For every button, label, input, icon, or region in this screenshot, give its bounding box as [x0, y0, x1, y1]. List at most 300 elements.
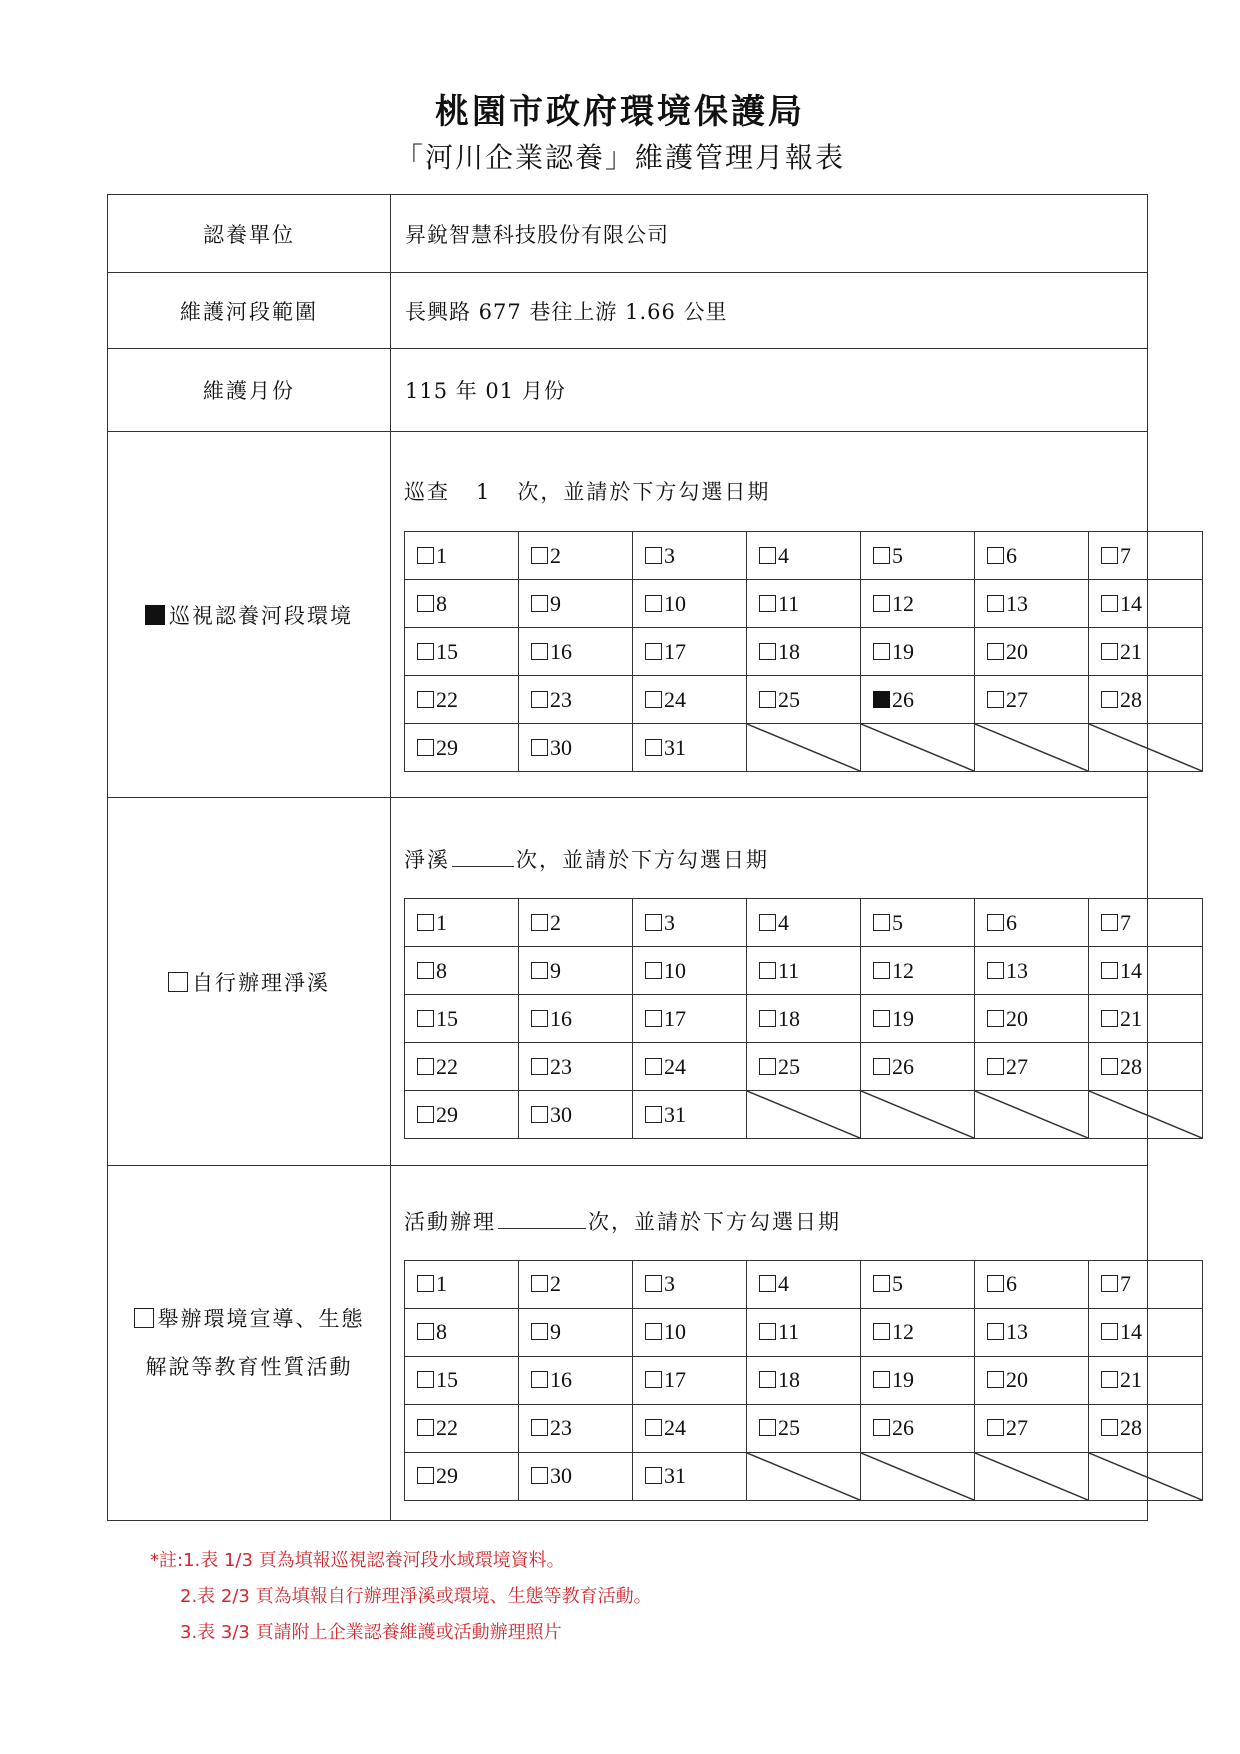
date-number: 8 — [436, 590, 447, 616]
date-number: 26 — [892, 1053, 914, 1079]
date-number: 24 — [664, 1053, 686, 1079]
date-checkbox[interactable] — [987, 547, 1004, 564]
date-number: 29 — [436, 1463, 458, 1488]
section-label-line — [108, 967, 390, 997]
date-cell[interactable] — [633, 947, 747, 995]
month-label: 維護月份 — [108, 349, 391, 432]
date-cell[interactable] — [405, 628, 519, 676]
date-checkbox[interactable] — [759, 962, 776, 979]
date-cell[interactable] — [405, 995, 519, 1043]
date-cell[interactable] — [405, 676, 519, 724]
date-checkbox[interactable] — [759, 1010, 776, 1027]
date-checkbox[interactable] — [417, 914, 434, 931]
date-cell[interactable] — [1089, 1356, 1203, 1404]
date-checkbox[interactable] — [873, 1323, 890, 1340]
date-grid — [404, 898, 1203, 1139]
heading-suffix: 次，並請於下方勾選日期 — [516, 848, 769, 872]
date-cell[interactable] — [1089, 899, 1203, 947]
date-number: 15 — [436, 1005, 458, 1031]
date-checkbox[interactable] — [645, 1275, 662, 1292]
date-checkbox[interactable] — [417, 691, 434, 708]
date-number: 20 — [1006, 1005, 1028, 1031]
date-cell[interactable] — [633, 628, 747, 676]
date-checkbox[interactable] — [645, 547, 662, 564]
empty-cell — [861, 724, 975, 772]
date-cell[interactable] — [519, 580, 633, 628]
empty-cell — [975, 1091, 1089, 1139]
education-section-body — [391, 1166, 1148, 1521]
date-checkbox[interactable] — [417, 1419, 434, 1436]
date-cell[interactable] — [975, 676, 1089, 724]
date-checkbox[interactable] — [417, 1467, 434, 1484]
date-cell[interactable] — [519, 1452, 633, 1500]
date-cell[interactable] — [519, 1260, 633, 1308]
date-checkbox[interactable] — [417, 1058, 434, 1075]
heading-suffix: 次，並請於下方勾選日期 — [588, 1209, 841, 1234]
date-checkbox[interactable] — [1101, 643, 1118, 660]
date-cell[interactable] — [861, 1260, 975, 1308]
date-cell[interactable] — [1089, 580, 1203, 628]
date-cell[interactable] — [747, 580, 861, 628]
date-cell[interactable] — [861, 580, 975, 628]
section-heading — [404, 1202, 1121, 1240]
report-table — [107, 194, 1148, 1521]
diagonal-strike — [747, 724, 860, 771]
date-checkbox[interactable] — [645, 739, 662, 756]
date-cell[interactable] — [747, 628, 861, 676]
empty-cell — [975, 1452, 1089, 1500]
date-cell[interactable] — [633, 1043, 747, 1091]
date-number: 5 — [892, 909, 903, 935]
date-cell[interactable] — [861, 676, 975, 724]
cleanup-section-body — [391, 798, 1148, 1166]
date-number: 4 — [778, 909, 789, 935]
date-cell[interactable] — [405, 580, 519, 628]
date-number: 10 — [664, 590, 686, 616]
date-cell[interactable] — [975, 899, 1089, 947]
date-number: 21 — [1120, 638, 1142, 664]
date-cell[interactable] — [519, 628, 633, 676]
diagonal-strike — [975, 1091, 1088, 1138]
date-cell[interactable] — [861, 1043, 975, 1091]
date-number: 7 — [1120, 909, 1131, 935]
date-checkbox[interactable] — [531, 962, 548, 979]
date-checkbox[interactable] — [759, 1275, 776, 1292]
date-checkbox[interactable] — [987, 1010, 1004, 1027]
date-checkbox[interactable] — [1101, 962, 1118, 979]
date-cell[interactable] — [975, 1043, 1089, 1091]
date-checkbox[interactable] — [873, 1010, 890, 1027]
patrol-section-label — [108, 432, 391, 798]
date-cell[interactable] — [405, 947, 519, 995]
date-cell[interactable] — [747, 676, 861, 724]
date-checkbox[interactable] — [645, 1010, 662, 1027]
date-cell[interactable] — [519, 1308, 633, 1356]
date-checkbox[interactable] — [531, 1106, 548, 1123]
date-checkbox[interactable] — [873, 595, 890, 612]
date-number: 27 — [1006, 1415, 1028, 1440]
date-cell[interactable] — [405, 1260, 519, 1308]
date-number: 22 — [436, 1053, 458, 1079]
date-checkbox[interactable] — [531, 914, 548, 931]
empty-cell — [1089, 724, 1203, 772]
date-cell[interactable] — [519, 532, 633, 580]
date-cell[interactable] — [1089, 676, 1203, 724]
section-label-text: 舉辦環境宣導、生態 — [157, 1307, 365, 1331]
date-number: 14 — [1120, 957, 1142, 983]
date-cell[interactable] — [975, 995, 1089, 1043]
date-checkbox[interactable] — [645, 1323, 662, 1340]
unit-label: 認養單位 — [108, 195, 391, 273]
date-cell[interactable] — [861, 947, 975, 995]
empty-cell — [975, 724, 1089, 772]
date-checkbox[interactable] — [1101, 1058, 1118, 1075]
date-cell[interactable] — [519, 899, 633, 947]
section-label-line — [108, 1295, 390, 1343]
date-checkbox[interactable] — [1101, 1275, 1118, 1292]
date-checkbox[interactable] — [759, 643, 776, 660]
date-number: 23 — [550, 1053, 572, 1079]
date-number: 5 — [892, 542, 903, 568]
date-checkbox[interactable] — [873, 1371, 890, 1388]
date-cell[interactable] — [519, 724, 633, 772]
date-checkbox[interactable] — [417, 547, 434, 564]
date-cell[interactable] — [975, 628, 1089, 676]
diagonal-strike — [861, 1091, 974, 1138]
date-number: 28 — [1120, 686, 1142, 712]
date-cell[interactable] — [1089, 1043, 1203, 1091]
date-number: 11 — [778, 1319, 800, 1344]
date-cell[interactable] — [633, 1452, 747, 1500]
date-cell[interactable] — [519, 947, 633, 995]
date-number: 29 — [436, 734, 458, 760]
date-number: 22 — [436, 1415, 458, 1440]
empty-cell — [747, 1091, 861, 1139]
count-blank[interactable] — [452, 840, 514, 867]
date-cell[interactable] — [747, 995, 861, 1043]
date-cell[interactable] — [975, 532, 1089, 580]
date-number: 21 — [1120, 1367, 1142, 1392]
month-value: 115 年 01 月份 — [391, 349, 1148, 432]
count-blank[interactable] — [498, 1202, 586, 1229]
date-checkbox[interactable] — [1101, 691, 1118, 708]
diagonal-strike — [1089, 724, 1202, 771]
date-cell[interactable] — [405, 724, 519, 772]
date-number: 23 — [550, 1415, 572, 1440]
date-checkbox[interactable] — [759, 1419, 776, 1436]
date-checkbox[interactable] — [873, 1419, 890, 1436]
date-checkbox[interactable] — [645, 1419, 662, 1436]
date-checkbox[interactable] — [987, 1058, 1004, 1075]
date-cell[interactable] — [861, 995, 975, 1043]
date-number: 7 — [1120, 1271, 1131, 1296]
section-label-line — [108, 1343, 390, 1391]
date-checkbox[interactable] — [645, 962, 662, 979]
date-checkbox[interactable] — [417, 595, 434, 612]
empty-cell — [747, 1452, 861, 1500]
date-checkbox[interactable] — [645, 595, 662, 612]
date-checkbox[interactable] — [531, 1010, 548, 1027]
date-checkbox[interactable] — [1101, 1323, 1118, 1340]
date-cell[interactable] — [633, 1356, 747, 1404]
date-checkbox[interactable] — [873, 914, 890, 931]
date-checkbox[interactable] — [531, 1275, 548, 1292]
date-checkbox[interactable] — [1101, 914, 1118, 931]
date-cell[interactable] — [405, 1308, 519, 1356]
cleanup-section-label — [108, 798, 391, 1166]
date-cell[interactable] — [861, 1308, 975, 1356]
date-cell[interactable] — [975, 947, 1089, 995]
date-cell[interactable] — [633, 1404, 747, 1452]
date-number: 10 — [664, 957, 686, 983]
date-cell[interactable] — [747, 532, 861, 580]
diagonal-strike — [747, 1453, 860, 1500]
date-checkbox[interactable] — [759, 1323, 776, 1340]
date-cell[interactable] — [405, 1091, 519, 1139]
date-cell[interactable] — [519, 676, 633, 724]
date-checkbox[interactable] — [531, 1371, 548, 1388]
date-checkbox[interactable] — [531, 1323, 548, 1340]
date-number: 12 — [892, 1319, 914, 1344]
diagonal-strike — [975, 1453, 1088, 1500]
date-cell[interactable] — [633, 899, 747, 947]
date-number: 13 — [1006, 590, 1028, 616]
date-cell[interactable] — [405, 1404, 519, 1452]
date-checkbox[interactable] — [759, 547, 776, 564]
date-cell[interactable] — [405, 899, 519, 947]
date-cell[interactable] — [633, 676, 747, 724]
date-cell[interactable] — [861, 532, 975, 580]
date-number: 19 — [892, 1367, 914, 1392]
diagonal-strike — [1089, 1453, 1202, 1500]
range-label: 維護河段範圍 — [108, 273, 391, 349]
date-checkbox[interactable] — [987, 1371, 1004, 1388]
date-cell[interactable] — [747, 1356, 861, 1404]
date-number: 12 — [892, 957, 914, 983]
date-cell[interactable] — [519, 1404, 633, 1452]
date-checkbox[interactable] — [645, 691, 662, 708]
date-number: 20 — [1006, 1367, 1028, 1392]
date-cell[interactable] — [633, 995, 747, 1043]
date-cell[interactable] — [747, 947, 861, 995]
date-checkbox[interactable] — [987, 914, 1004, 931]
section-checkbox[interactable] — [134, 1308, 154, 1328]
date-cell[interactable] — [861, 1356, 975, 1404]
section-label-text: 自行辦理淨溪 — [192, 970, 330, 995]
date-cell[interactable] — [747, 1308, 861, 1356]
date-checkbox[interactable] — [645, 914, 662, 931]
date-cell[interactable] — [519, 1356, 633, 1404]
date-cell[interactable] — [747, 1260, 861, 1308]
date-cell[interactable] — [633, 1260, 747, 1308]
date-number: 1 — [436, 909, 447, 935]
date-cell[interactable] — [633, 532, 747, 580]
date-cell[interactable] — [405, 532, 519, 580]
date-checkbox[interactable] — [531, 739, 548, 756]
date-checkbox[interactable] — [531, 595, 548, 612]
date-checkbox[interactable] — [759, 1058, 776, 1075]
date-number: 28 — [1120, 1053, 1142, 1079]
date-number: 8 — [436, 957, 447, 983]
date-cell[interactable] — [747, 1043, 861, 1091]
date-number: 15 — [436, 638, 458, 664]
date-cell[interactable] — [405, 1356, 519, 1404]
date-checkbox[interactable] — [759, 914, 776, 931]
empty-cell — [1089, 1091, 1203, 1139]
education-section-label — [108, 1166, 391, 1521]
date-checkbox[interactable] — [1101, 1371, 1118, 1388]
date-cell[interactable] — [861, 1404, 975, 1452]
date-checkbox[interactable] — [987, 595, 1004, 612]
date-number: 2 — [550, 909, 561, 935]
date-checkbox[interactable] — [531, 1467, 548, 1484]
date-cell[interactable] — [861, 628, 975, 676]
diagonal-strike — [1089, 1091, 1202, 1138]
date-checkbox[interactable] — [873, 643, 890, 660]
date-number: 18 — [778, 1005, 800, 1031]
date-checkbox[interactable] — [645, 1058, 662, 1075]
section-checkbox[interactable] — [168, 972, 188, 992]
section-heading — [404, 840, 1121, 878]
date-checkbox[interactable] — [531, 1058, 548, 1075]
date-number: 30 — [550, 734, 572, 760]
date-number: 19 — [892, 1005, 914, 1031]
date-checkbox[interactable] — [873, 691, 890, 708]
date-cell[interactable] — [633, 724, 747, 772]
date-number: 11 — [778, 957, 800, 983]
date-cell[interactable] — [519, 995, 633, 1043]
section-checkbox[interactable] — [145, 605, 165, 625]
date-checkbox[interactable] — [417, 1010, 434, 1027]
date-checkbox[interactable] — [1101, 595, 1118, 612]
date-number: 13 — [1006, 957, 1028, 983]
date-checkbox[interactable] — [1101, 1419, 1118, 1436]
date-cell[interactable] — [633, 1308, 747, 1356]
date-checkbox[interactable] — [417, 962, 434, 979]
date-cell[interactable] — [1089, 1308, 1203, 1356]
date-cell[interactable] — [1089, 532, 1203, 580]
date-number: 3 — [664, 1271, 675, 1296]
date-checkbox[interactable] — [987, 962, 1004, 979]
date-checkbox[interactable] — [531, 643, 548, 660]
date-cell[interactable] — [975, 1308, 1089, 1356]
date-checkbox[interactable] — [987, 1323, 1004, 1340]
date-cell[interactable] — [975, 580, 1089, 628]
date-cell[interactable] — [1089, 995, 1203, 1043]
date-checkbox[interactable] — [645, 1371, 662, 1388]
date-checkbox[interactable] — [417, 1371, 434, 1388]
unit-value: 昇銳智慧科技股份有限公司 — [391, 195, 1148, 273]
date-number: 16 — [550, 1005, 572, 1031]
date-checkbox[interactable] — [987, 691, 1004, 708]
date-cell[interactable] — [975, 1260, 1089, 1308]
date-cell[interactable] — [405, 1043, 519, 1091]
empty-cell — [1089, 1452, 1203, 1500]
date-number: 25 — [778, 1053, 800, 1079]
diagonal-strike — [975, 724, 1088, 771]
date-number: 9 — [550, 1319, 561, 1344]
note-line-3: 3.表 3/3 頁請附上企業認養維護或活動辦理照片 — [180, 1622, 562, 1643]
date-checkbox[interactable] — [759, 1371, 776, 1388]
date-number: 17 — [664, 1367, 686, 1392]
date-number: 3 — [664, 542, 675, 568]
date-checkbox[interactable] — [417, 1323, 434, 1340]
date-checkbox[interactable] — [531, 547, 548, 564]
date-cell[interactable] — [519, 1043, 633, 1091]
date-cell[interactable] — [1089, 947, 1203, 995]
date-number: 24 — [664, 686, 686, 712]
date-number: 16 — [550, 1367, 572, 1392]
date-number: 28 — [1120, 1415, 1142, 1440]
date-checkbox[interactable] — [987, 643, 1004, 660]
date-checkbox[interactable] — [987, 1275, 1004, 1292]
date-number: 10 — [664, 1319, 686, 1344]
date-number: 21 — [1120, 1005, 1142, 1031]
date-number: 2 — [550, 542, 561, 568]
date-number: 26 — [892, 1415, 914, 1440]
date-checkbox[interactable] — [873, 1058, 890, 1075]
date-number: 18 — [778, 1367, 800, 1392]
date-cell[interactable] — [1089, 1404, 1203, 1452]
date-checkbox[interactable] — [987, 1419, 1004, 1436]
date-checkbox[interactable] — [1101, 547, 1118, 564]
empty-cell — [747, 724, 861, 772]
date-checkbox[interactable] — [645, 1106, 662, 1123]
date-cell[interactable] — [861, 899, 975, 947]
date-number: 18 — [778, 638, 800, 664]
page-title: 桃園市政府環境保護局 — [435, 92, 805, 132]
date-checkbox[interactable] — [873, 962, 890, 979]
note-line-2: 2.表 2/3 頁為填報自行辦理淨溪或環境、生態等教育活動。 — [180, 1586, 652, 1607]
range-value: 長興路 677 巷往上游 1.66 公里 — [391, 273, 1148, 349]
date-checkbox[interactable] — [759, 595, 776, 612]
date-checkbox[interactable] — [873, 547, 890, 564]
date-cell[interactable] — [747, 899, 861, 947]
date-cell[interactable] — [633, 1091, 747, 1139]
date-checkbox[interactable] — [417, 739, 434, 756]
date-checkbox[interactable] — [531, 1419, 548, 1436]
date-checkbox[interactable] — [645, 643, 662, 660]
date-checkbox[interactable] — [531, 691, 548, 708]
date-cell[interactable] — [1089, 628, 1203, 676]
date-cell[interactable] — [633, 580, 747, 628]
diagonal-strike — [861, 1453, 974, 1500]
date-number: 31 — [664, 1463, 686, 1488]
date-checkbox[interactable] — [645, 1467, 662, 1484]
date-cell[interactable] — [405, 1452, 519, 1500]
notes — [150, 1543, 652, 1651]
heading-prefix: 淨溪 — [404, 848, 450, 872]
date-checkbox[interactable] — [759, 691, 776, 708]
heading-suffix: 次，並請於下方勾選日期 — [517, 480, 771, 504]
date-number: 25 — [778, 1415, 800, 1440]
date-checkbox[interactable] — [873, 1275, 890, 1292]
date-checkbox[interactable] — [417, 1275, 434, 1292]
date-number: 30 — [550, 1463, 572, 1488]
date-cell[interactable] — [975, 1356, 1089, 1404]
date-number: 8 — [436, 1319, 447, 1344]
date-cell[interactable] — [519, 1091, 633, 1139]
date-checkbox[interactable] — [1101, 1010, 1118, 1027]
date-checkbox[interactable] — [417, 643, 434, 660]
date-number: 25 — [778, 686, 800, 712]
date-number: 30 — [550, 1101, 572, 1127]
date-cell[interactable] — [747, 1404, 861, 1452]
date-number: 22 — [436, 686, 458, 712]
date-cell[interactable] — [1089, 1260, 1203, 1308]
date-checkbox[interactable] — [417, 1106, 434, 1123]
date-cell[interactable] — [975, 1404, 1089, 1452]
